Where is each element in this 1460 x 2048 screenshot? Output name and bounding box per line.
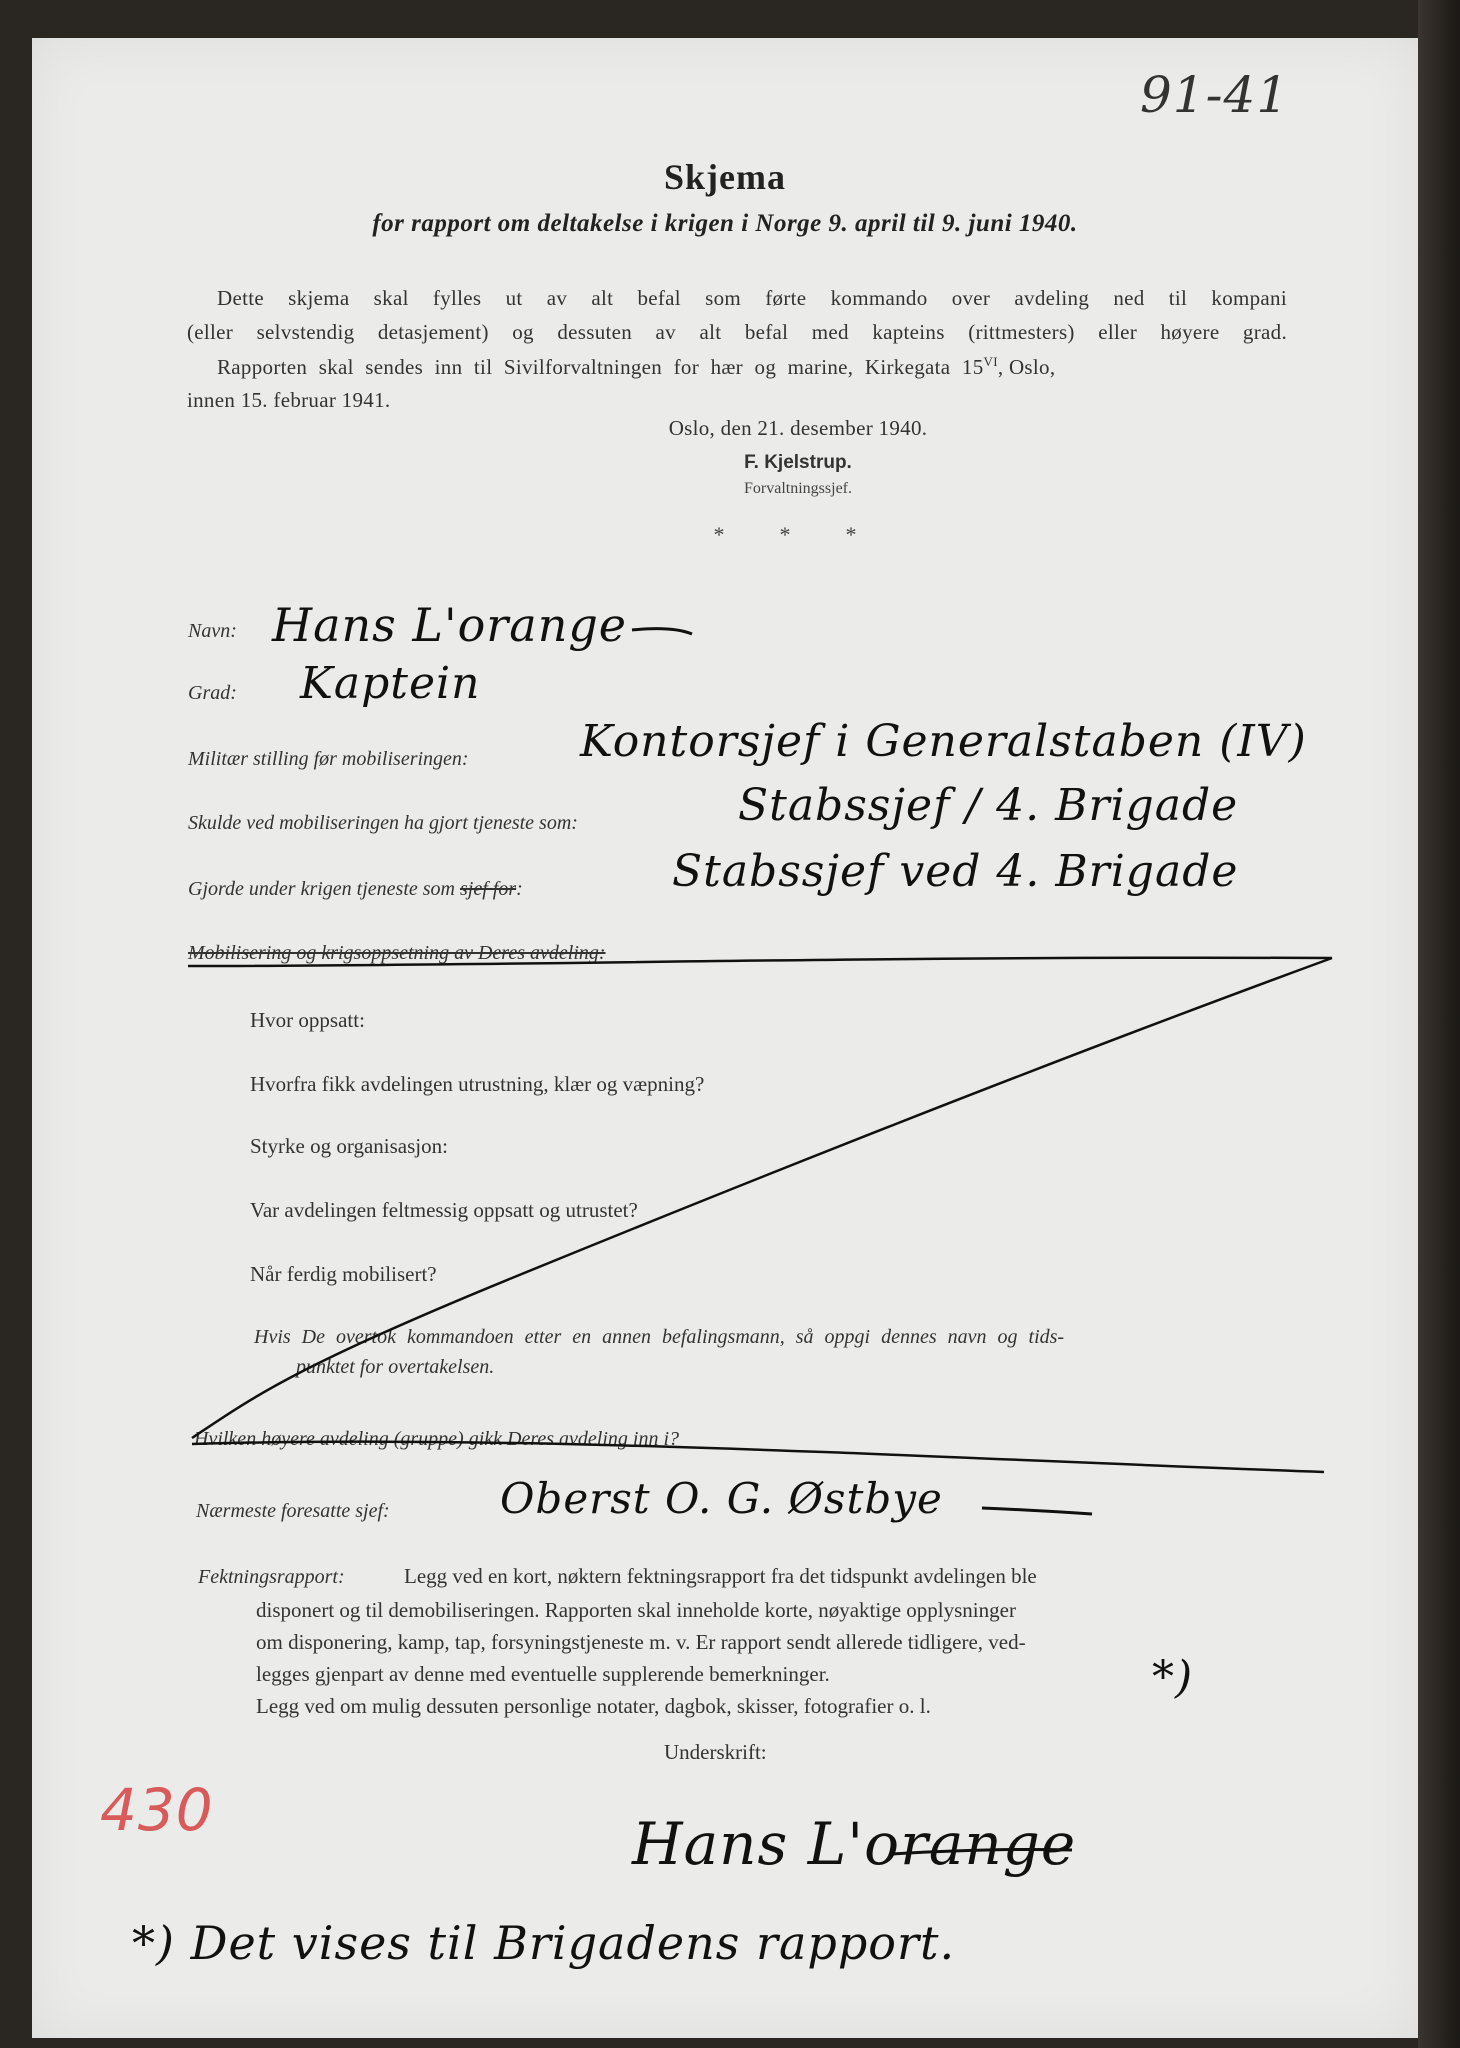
fektning-label: Fektningsrapport: (198, 1566, 345, 1588)
gjorde-colon: : (516, 878, 523, 900)
hvis-line-2: punktet for overtakelsen. (296, 1356, 495, 1378)
cross-out-diagonal (192, 958, 1332, 1438)
intro-text: Rapporten skal sendes inn til Sivilforvaltningen for hær og marine, Kirkegata 15 (217, 355, 984, 379)
underskrift-label: Underskrift: (664, 1740, 767, 1764)
separator-stars: * * * (713, 522, 857, 547)
superscript: VI (983, 354, 998, 369)
naermeste-underline (982, 1508, 1092, 1514)
grad-label: Grad: (188, 682, 237, 704)
fektning-line-4: legges gjenpart av denne med eventuelle supplerende bemerkninger. (256, 1662, 830, 1686)
signature: Hans L'orange (632, 1810, 1077, 1878)
gjorde-value: Stabssjef ved 4. Brigade (672, 846, 1239, 897)
asterisk-note: *) (1152, 1652, 1194, 1703)
skulde-label: Skulde ved mobiliseringen ha gjort tjeneste som: (188, 812, 578, 834)
fektning-line-1: Legg ved en kort, nøktern fektningsrapport fra det tidspunkt avdelingen ble (404, 1564, 1037, 1588)
hvilken-underline (192, 1442, 1324, 1472)
form-page (32, 38, 1418, 2038)
navn-label: Navn: (188, 620, 237, 642)
var-question: Var avdelingen feltmessig oppsatt og utrustet? (250, 1198, 638, 1222)
footnote: *) Det vises til Brigadens rapport. (132, 1916, 956, 1970)
scan-edge (1418, 0, 1460, 2048)
intro-line: (eller selvstendig detasjement) og dessuten av alt befal med kapteins (rittmesters) eller høyere grad. (187, 320, 1287, 344)
styrke-question: Styrke og organisasjon: (250, 1134, 448, 1158)
form-title: Skjema (664, 157, 786, 197)
hvis-line-1: Hvis De overtok kommandoen etter en annen befalingsmann, så oppgi dennes navn og tids- (254, 1326, 1065, 1348)
date-place: Oslo, den 21. desember 1940. (668, 416, 928, 440)
signer-title: Forvaltningssjef. (744, 480, 852, 497)
naermeste-label: Nærmeste foresatte sjef: (196, 1500, 390, 1522)
grad-value: Kaptein (300, 658, 481, 709)
fektning-line-2: disponert og til demobiliseringen. Rapporten skal inneholde korte, nøyaktige opplysninger (256, 1598, 1016, 1622)
hvor-oppsatt: Hvor oppsatt: (250, 1008, 365, 1032)
signature-flourish (892, 1850, 1072, 1855)
mobilisering-label: Mobilisering og krigsoppsetning av Deres avdeling: (188, 942, 606, 964)
pen-strokes (32, 38, 1418, 2038)
militaer-stilling-label: Militær stilling før mobiliseringen: (188, 748, 469, 770)
gjorde-struck: sjef for (459, 878, 517, 900)
archive-number: 430 (100, 1776, 214, 1844)
form-subtitle: for rapport om deltakelse i krigen i Norge 9. april til 9. juni 1940. (372, 210, 1078, 237)
mobilisering-line (188, 958, 1332, 966)
hvorfra-question: Hvorfra fikk avdelingen utrustning, klær og væpning? (250, 1072, 705, 1096)
fektning-line-3: om disponering, kamp, tap, forsyningstjeneste m. v. Er rapport sendt allerede tidligere, ved- (256, 1630, 1026, 1654)
navn-underline (632, 629, 692, 634)
intro-text: , Oslo, (997, 355, 1056, 379)
hvilken-label: Hvilken høyere avdeling (gruppe) gikk Deres avdeling inn i? (194, 1428, 680, 1450)
intro-line: Dette skjema skal fylles ut av alt befal som førte kommando over avdeling ned til kompani (217, 286, 1287, 310)
fektning-line-5: Legg ved om mulig dessuten personlige notater, dagbok, skisser, fotografier o. l. (256, 1694, 931, 1718)
navn-value: Hans L'orange (272, 598, 627, 652)
naar-question: Når ferdig mobilisert? (250, 1262, 437, 1286)
gjorde-label-text: Gjorde under krigen tjeneste som (188, 878, 455, 900)
page-number-annotation: 91-41 (1140, 66, 1290, 124)
skulde-value: Stabssjef / 4. Brigade (738, 780, 1239, 831)
signer-name: F. Kjelstrup. (744, 452, 852, 473)
naermeste-value: Oberst O. G. Østbye (500, 1474, 943, 1523)
militaer-stilling-value: Kontorsjef i Generalstaben (IV) (580, 716, 1307, 767)
intro-line: innen 15. februar 1941. (187, 388, 391, 412)
